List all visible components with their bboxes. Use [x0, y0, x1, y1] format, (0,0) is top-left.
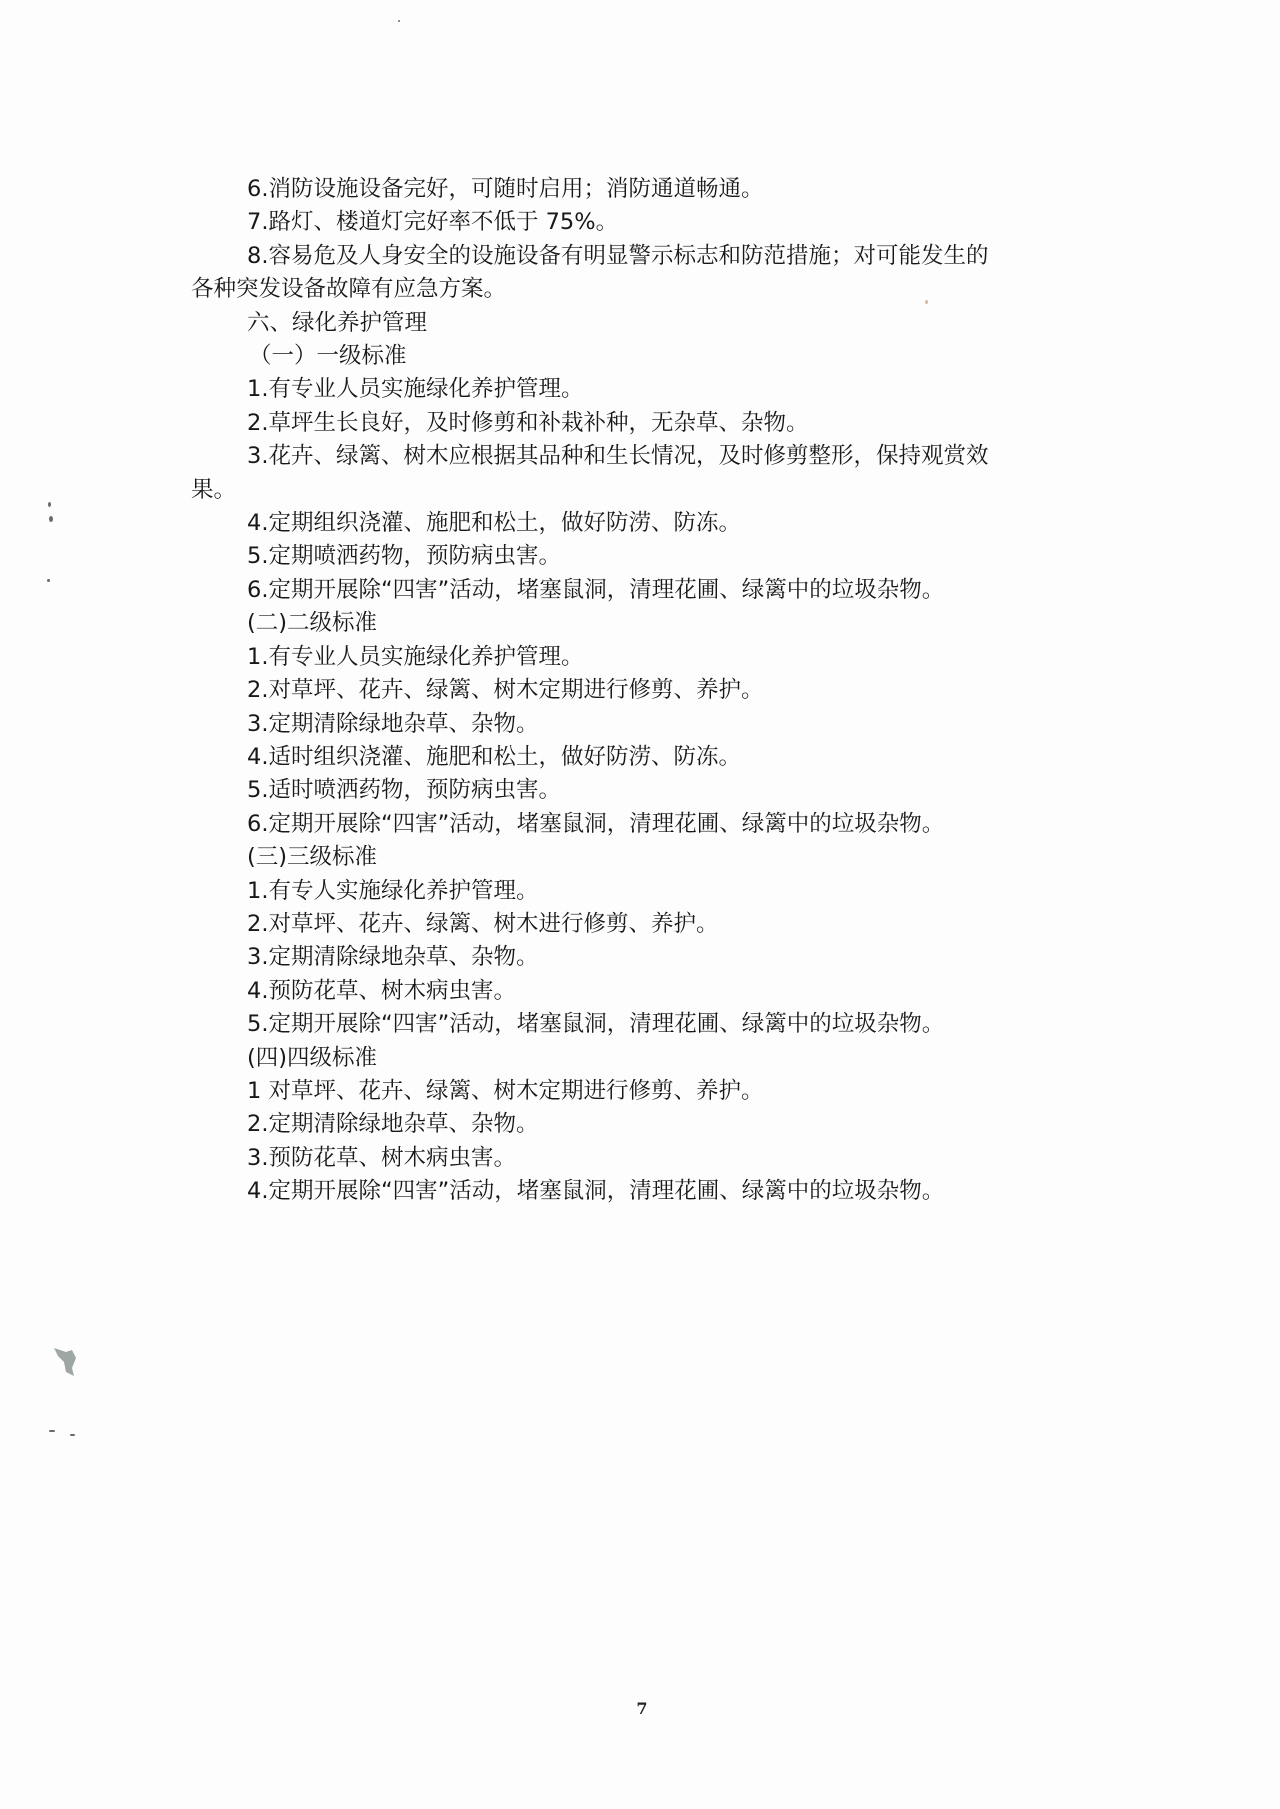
scan-stain: [52, 1346, 80, 1380]
text-line: 果。: [191, 476, 237, 503]
text-line: 3.定期清除绿地杂草、杂物。: [247, 710, 539, 737]
text-line: 1.有专业人员实施绿化养护管理。: [247, 376, 584, 403]
scan-speck: [49, 516, 53, 522]
scan-speck: [47, 579, 50, 582]
scan-speck: [70, 1434, 75, 1436]
text-line: 8.容易危及人身安全的设施设备有明显警示标志和防范措施；对可能发生的: [247, 242, 989, 269]
text-line: 4.定期组织浇灌、施肥和松土，做好防涝、防冻。: [247, 510, 741, 537]
text-line: 4.定期开展除“四害”活动，堵塞鼠洞，清理花圃、绿篱中的垃圾杂物。: [247, 1178, 945, 1205]
text-line: 3.花卉、绿篱、树木应根据其品种和生长情况，及时修剪整形，保持观赏效: [247, 443, 989, 470]
text-line: 5.定期开展除“四害”活动，堵塞鼠洞，清理花圃、绿篱中的垃圾杂物。: [247, 1011, 945, 1038]
text-line: 4.预防花草、树木病虫害。: [247, 977, 516, 1004]
text-line: 1.有专业人员实施绿化养护管理。: [247, 643, 584, 670]
text-line: 4.适时组织浇灌、施肥和松土，做好防涝、防冻。: [247, 743, 741, 770]
text-line: 6.定期开展除“四害”活动，堵塞鼠洞，清理花圃、绿篱中的垃圾杂物。: [247, 576, 945, 603]
section-heading: 六、绿化养护管理: [247, 309, 428, 336]
text-line: 6.消防设施设备完好，可随时启用；消防通道畅通。: [247, 176, 764, 202]
text-line: 2.定期清除绿地杂草、杂物。: [247, 1111, 539, 1138]
text-line: 3.定期清除绿地杂草、杂物。: [247, 944, 539, 971]
text-line: (三)三级标准: [247, 844, 378, 871]
text-line: 6.定期开展除“四害”活动，堵塞鼠洞，清理花圃、绿篱中的垃圾杂物。: [247, 810, 945, 837]
section-heading: （一）一级标准: [249, 343, 407, 370]
text-line: 7.路灯、楼道灯完好率不低于 75%。: [247, 209, 619, 236]
text-line: 2.草坪生长良好，及时修剪和补栽补种，无杂草、杂物。: [247, 409, 809, 436]
text-line: 2.对草坪、花卉、绿篱、树木进行修剪、养护。: [247, 910, 719, 937]
text-line: 5.定期喷洒药物，预防病虫害。: [247, 543, 561, 570]
scan-speck: [49, 1430, 55, 1432]
scan-speck: [398, 20, 400, 22]
scan-speck: [925, 300, 928, 304]
text-line: 5.适时喷洒药物，预防病虫害。: [247, 777, 561, 804]
text-line: 各种突发设备故障有应急方案。: [191, 276, 507, 303]
page-number: 7: [636, 1699, 648, 1718]
text-line: 3.预防花草、树木病虫害。: [247, 1144, 516, 1171]
text-line: (四)四级标准: [247, 1044, 378, 1071]
text-line: 1.有专人实施绿化养护管理。: [247, 877, 539, 904]
document-body: [191, 173, 1096, 1209]
text-line: (二)二级标准: [247, 610, 378, 637]
scan-speck: [48, 502, 51, 507]
text-line: 2.对草坪、花卉、绿篱、树木定期进行修剪、养护。: [247, 677, 764, 704]
text-line: 1 对草坪、花卉、绿篱、树木定期进行修剪、养护。: [247, 1077, 764, 1104]
